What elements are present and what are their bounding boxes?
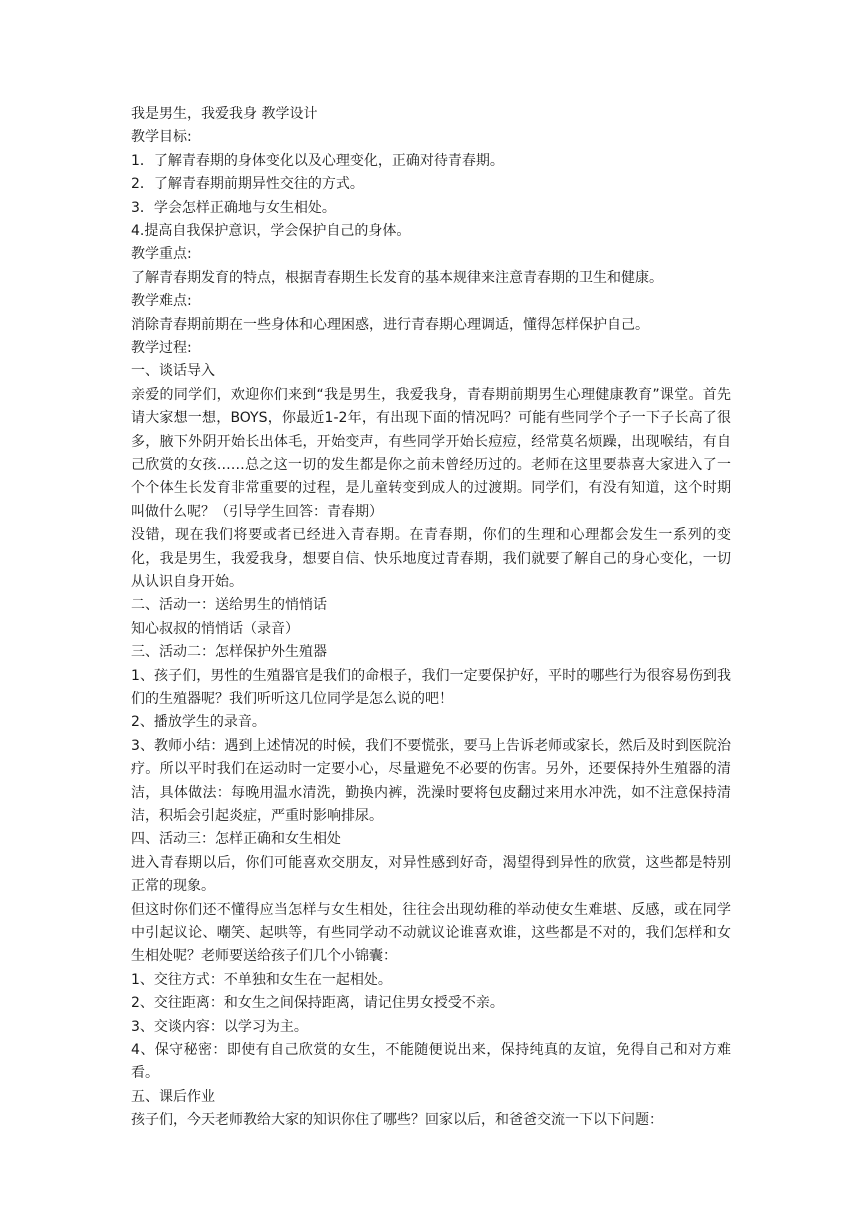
section-paragraph: 亲爱的同学们，欢迎你们来到“我是男生，我爱我身，青春期前期男生心理健康教育”课堂。首先请大家想一想，BOYS，你最近1-2年，有出现下面的情况吗？可能有些同学个子一下子长高了很多，腋下外阴开始长出体毛，开始变声，有些同学开始长痘痘，经常莫名烦躁，出现喉结，有自己欣赏的女孩……总之这一切的发生都是你之前未曾经历过的。老师在这里要恭喜大家进入了一个个体生长发育非常重要的过程，是儿童转变到成人的过渡期。同学们，有没有知道，这个时期叫做什么呢？（引导学生回答：青春期） [131, 386, 731, 520]
objective-item: 2．了解青春期前期异性交往的方式。 [131, 176, 364, 193]
section-heading: 五、课后作业 [131, 1088, 215, 1105]
section-paragraph: 孩子们，今天老师教给大家的知识你住了哪些？回家以后，和爸爸交流一下以下问题： [131, 1112, 663, 1129]
difficulties-text: 消除青春期前期在一些身体和心理困惑，进行青春期心理调适，懂得怎样保护自己。 [131, 316, 649, 333]
list-item: 1、孩子们，男性的生殖器官是我们的命根子，我们一定要保护好，平时的哪些行为很容易伤到我们的生殖器呢？我们听听这几位同学是怎么说的吧！ [131, 667, 731, 707]
objective-item: 4.提高自我保护意识，学会保护自己的身体。 [131, 222, 411, 239]
list-item: 1、交往方式：不单独和女生在一起相处。 [131, 971, 392, 988]
document-body [131, 103, 731, 1133]
key-points-heading: 教学重点: [131, 246, 192, 263]
list-item: 2、播放学生的录音。 [131, 714, 266, 731]
section-paragraph: 知心叔叔的悄悄话（录音） [131, 620, 299, 637]
list-item: 3、交谈内容：以学习为主。 [131, 1018, 308, 1035]
objectives-heading: 教学目标: [131, 129, 192, 146]
section-heading: 二、活动一：送给男生的悄悄话 [131, 597, 327, 614]
section-paragraph: 进入青春期以后，你们可能喜欢交朋友，对异性感到好奇，渴望得到异性的欣赏，这些都是特别正常的现象。 [131, 854, 731, 895]
section-paragraph: 没错，现在我们将要或者已经进入青春期。在青春期，你们的生理和心理都会发生一系列的变化，我是男生，我爱我身，想要自信、快乐地度过青春期，我们就要了解自己的身心变化，一切从认识自身开始。 [131, 527, 731, 590]
section-heading: 三、活动二：怎样保护外生殖器 [131, 644, 327, 661]
list-item: 3、教师小结：遇到上述情况的时候，我们不要慌张，要马上告诉老师或家长，然后及时到医院治疗。所以平时我们在运动时一定要小心，尽量避免不必要的伤害。另外，还要保持外生殖器的清洁，具体做法：每晚用温水清洗，勤换内裤，洗澡时要将包皮翻过来用水冲洗，如不注意保持清洁，积垢会引起炎症，严重时影响排尿。 [131, 737, 731, 824]
section-paragraph: 但这时你们还不懂得应当怎样与女生相处，往往会出现幼稚的举动使女生难堪、反感，或在同学中引起议论、嘲笑、起哄等，有些同学动不动就议论谁喜欢谁，这些都是不对的，我们怎样和女生相处呢？老师要送给孩子们几个小锦囊： [131, 901, 731, 965]
process-heading: 教学过程: [131, 339, 192, 356]
objective-item: 1．了解青春期的身体变化以及心理变化，正确对待青春期。 [131, 152, 504, 169]
document-title: 我是男生，我爱我身 教学设计 [131, 106, 318, 122]
list-item: 2、交往距离：和女生之间保持距离，请记住男女授受不亲。 [131, 995, 504, 1012]
key-points-text: 了解青春期发育的特点，根据青春期生长发育的基本规律来注意青春期的卫生和健康。 [131, 269, 663, 286]
difficulties-heading: 教学难点: [131, 293, 192, 310]
list-item: 4、保守秘密：即使有自己欣赏的女生，不能随便说出来，保持纯真的友谊，免得自己和对方难看。 [131, 1041, 731, 1082]
section-heading: 一、谈话导入 [131, 363, 215, 380]
objective-item: 3．学会怎样正确地与女生相处。 [131, 199, 336, 216]
section-heading: 四、活动三：怎样正确和女生相处 [131, 831, 341, 848]
